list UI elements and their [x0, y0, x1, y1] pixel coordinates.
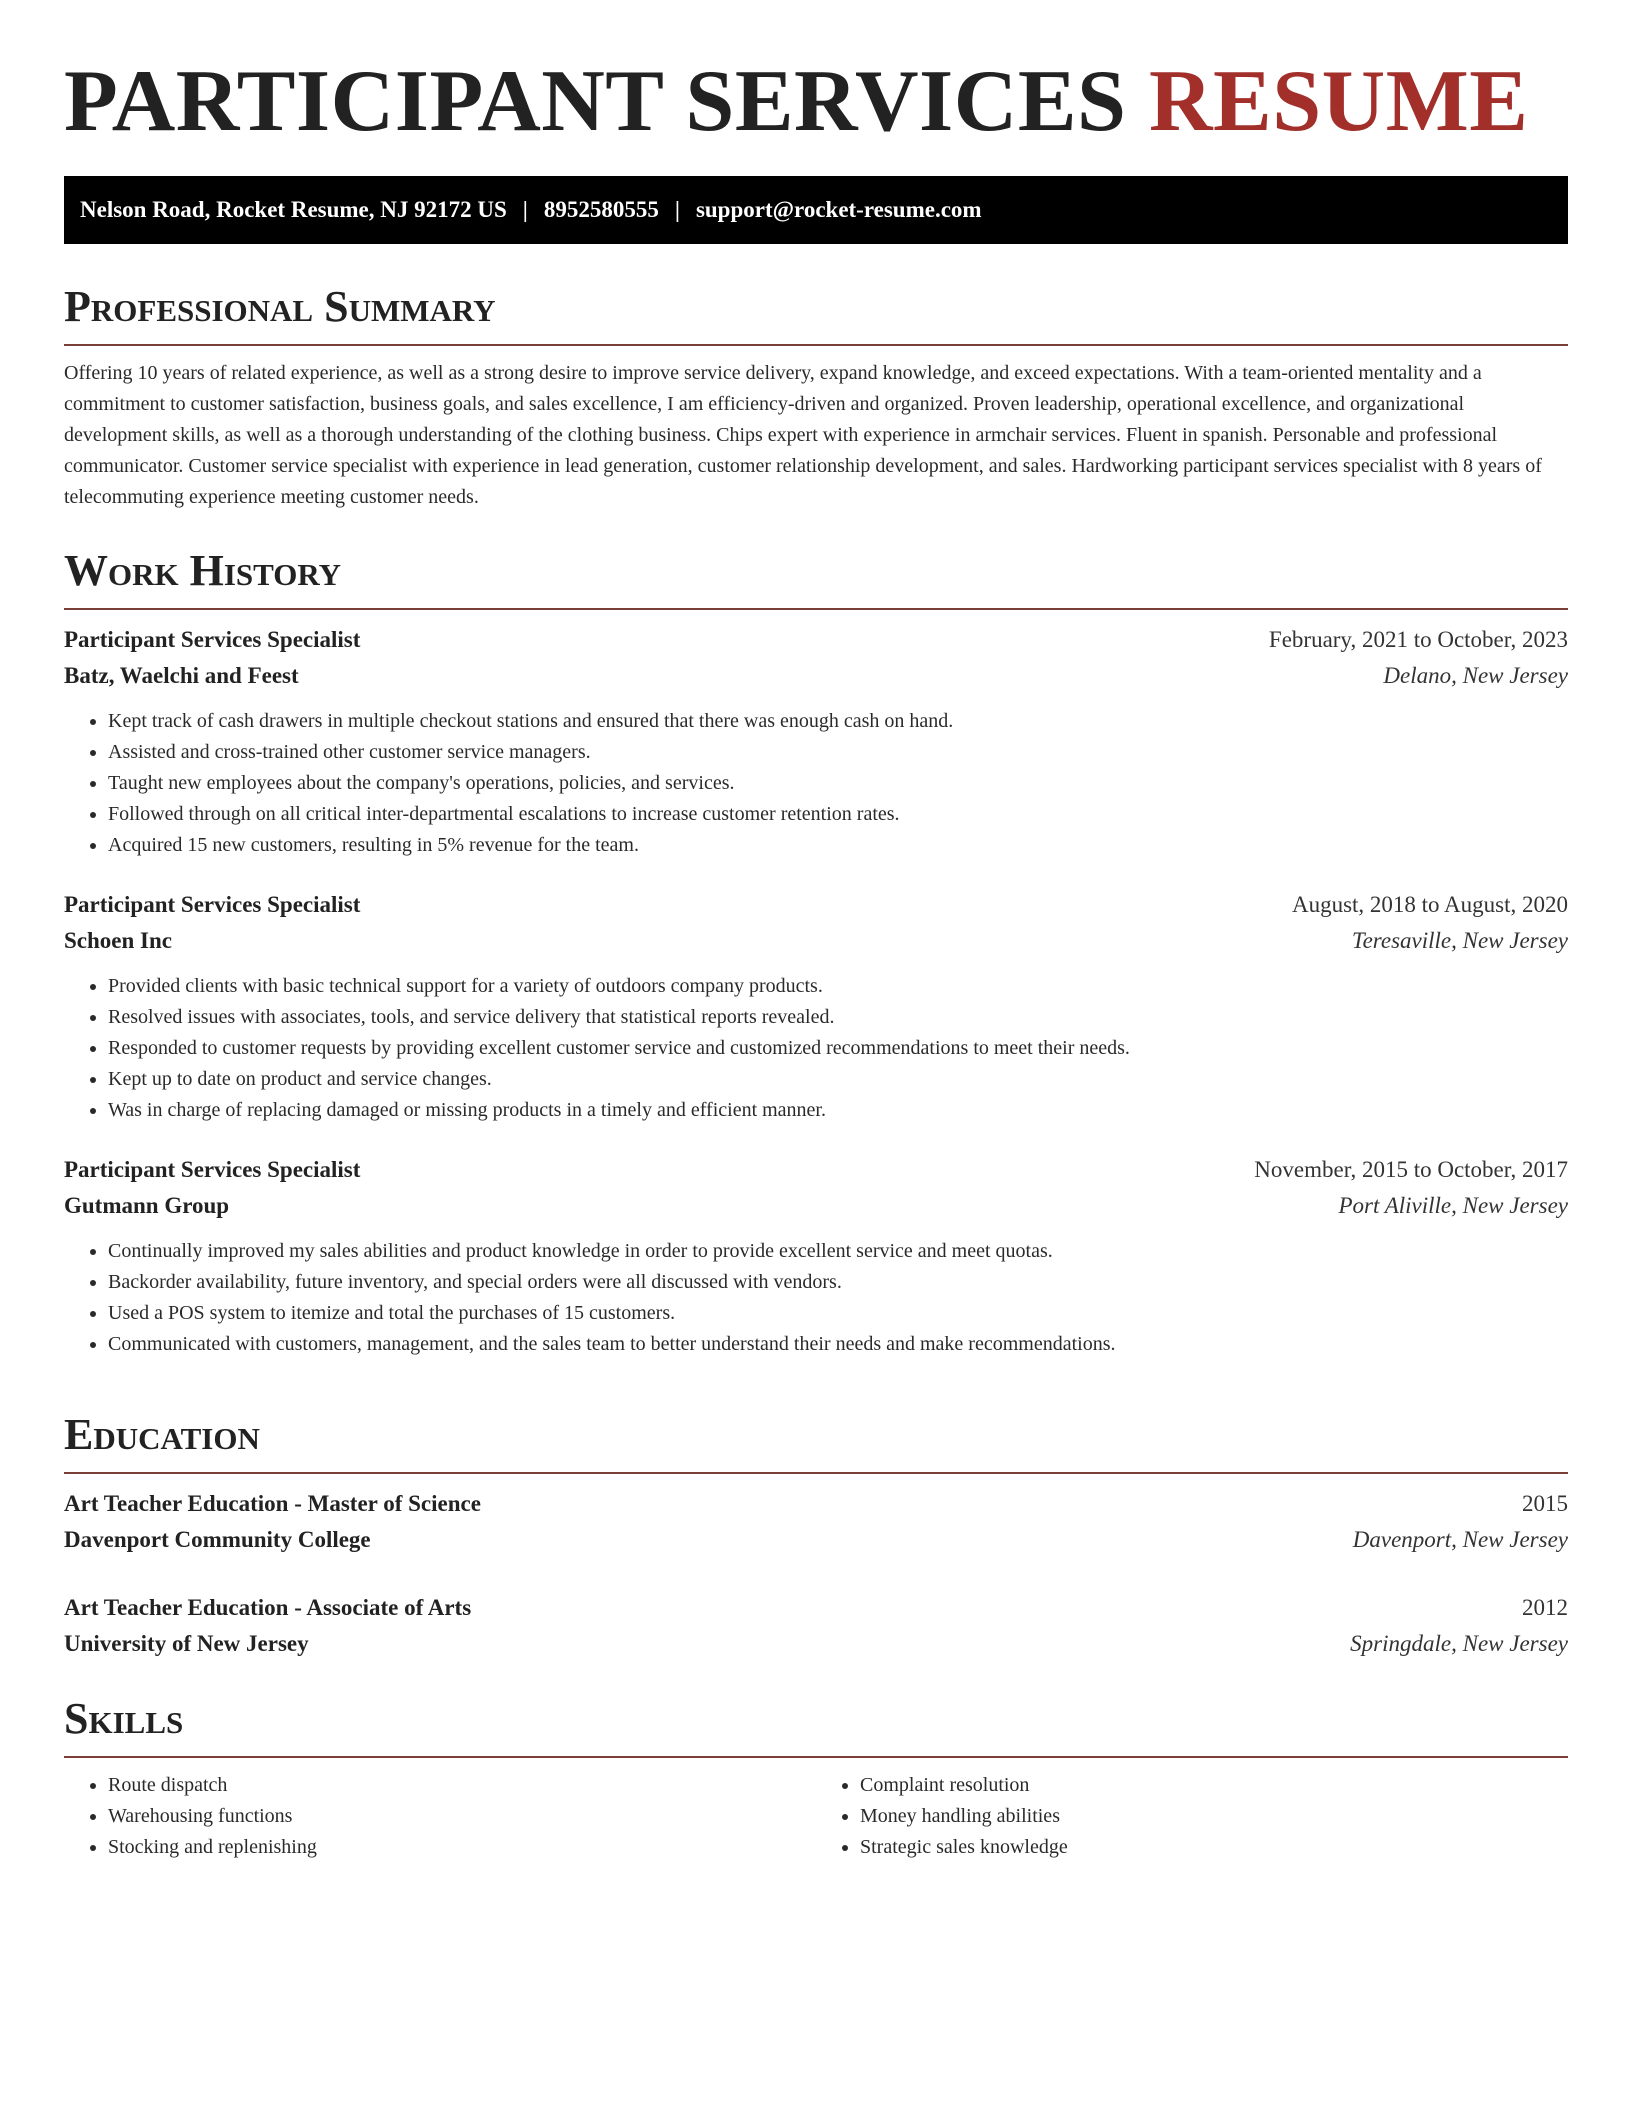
title-accent: RESUME: [1148, 53, 1529, 150]
job-duty: • Continually improved my sales abilities and product knowledge in order to provide excellent service and meet quotas.: [108, 1236, 1568, 1267]
job-duty: • Acquired 15 new customers, resulting in 5% revenue for the team.: [108, 830, 1568, 861]
job-title: Participant Services Specialist: [64, 1157, 361, 1182]
education-heading: Education: [64, 1406, 1568, 1474]
education-school-row: [64, 1626, 1568, 1662]
skills-list-right: [816, 1770, 1568, 1863]
job-dates: November, 2015 to October, 2017: [1254, 1157, 1568, 1182]
job-duty: • Taught new employees about the company's operations, policies, and services.: [108, 768, 1568, 799]
title-main: PARTICIPANT SERVICES: [64, 53, 1127, 150]
work-history-section: [64, 542, 1568, 1360]
summary-heading: Professional Summary: [64, 278, 1568, 346]
job-company-row: [64, 658, 1568, 694]
education-school: Davenport Community College: [64, 1527, 371, 1552]
job-duty: • Communicated with customers, management, and the sales team to better understand their needs and make recommendations.: [108, 1329, 1568, 1360]
summary-section: [64, 278, 1568, 513]
job-duty: • Followed through on all critical inter-departmental escalations to increase customer retention rates.: [108, 799, 1568, 830]
education-location: Davenport, New Jersey: [1352, 1527, 1568, 1552]
job-title: Participant Services Specialist: [64, 627, 361, 652]
skill-item: • Money handling abilities: [860, 1801, 1568, 1832]
job-location: Teresaville, New Jersey: [1351, 928, 1568, 953]
job-duty: • Provided clients with basic technical support for a variety of outdoors company products.: [108, 971, 1568, 1002]
education-degree-row: [64, 1486, 1568, 1522]
education-degree-row: [64, 1590, 1568, 1626]
skills-list-left: [64, 1770, 816, 1863]
education-school: University of New Jersey: [64, 1631, 309, 1656]
education-degree: Art Teacher Education - Master of Science: [64, 1491, 481, 1516]
job-header-row: [64, 887, 1568, 923]
education-year: 2015: [1522, 1491, 1568, 1516]
education-entry: [64, 1590, 1568, 1662]
skills-section: [64, 1690, 1568, 1863]
education-year: 2012: [1522, 1595, 1568, 1620]
job-duty: • Resolved issues with associates, tools, and service delivery that statistical reports revealed.: [108, 1002, 1568, 1033]
job-duty: • Used a POS system to itemize and total the purchases of 15 customers.: [108, 1298, 1568, 1329]
job-duties-list: [64, 971, 1568, 1126]
contact-bar: [64, 176, 1568, 244]
summary-text: Offering 10 years of related experience, as well as a strong desire to improve service delivery, expand knowledge, and exceed expectations. With a team-oriented mentality and a commitment to customer satisfaction, business goals, and sales excellence, I am efficiency-driven and organized. Proven leadership, operational excellence, and organizational development skills, as well as a thorough understanding of the clothing business. Chips expert with experience in armchair services. Fluent in spanish. Personable and professional communicator. Customer service specialist with experience in lead generation, customer relationship development, and sales. Hardworking participant services specialist with 8 years of telecommuting experience meeting customer needs.: [64, 362, 1542, 508]
job-dates: February, 2021 to October, 2023: [1268, 627, 1568, 652]
contact-separator: |: [674, 197, 680, 222]
job-duty: • Responded to customer requests by providing excellent customer service and customized recommendations to meet their needs.: [108, 1033, 1568, 1064]
job-company-row: [64, 1188, 1568, 1224]
contact-address: Nelson Road, Rocket Resume, NJ 92172 US: [80, 197, 507, 222]
job-entry: [64, 622, 1568, 861]
skill-item: • Warehousing functions: [108, 1801, 816, 1832]
job-company: Gutmann Group: [64, 1193, 230, 1218]
skill-item: • Strategic sales knowledge: [860, 1832, 1568, 1863]
job-duties-list: [64, 1236, 1568, 1360]
job-duty: • Assisted and cross-trained other customer service managers.: [108, 737, 1568, 768]
job-title: Participant Services Specialist: [64, 892, 361, 917]
education-school-row: [64, 1522, 1568, 1558]
skill-item: • Route dispatch: [108, 1770, 816, 1801]
skill-item: • Stocking and replenishing: [108, 1832, 816, 1863]
job-location: Delano, New Jersey: [1383, 663, 1568, 688]
job-company-row: [64, 923, 1568, 959]
contact-separator: |: [522, 197, 528, 222]
skill-item: • Complaint resolution: [860, 1770, 1568, 1801]
work-history-heading: Work History: [64, 542, 1568, 610]
job-duties-list: [64, 706, 1568, 861]
skills-columns: [64, 1770, 1568, 1863]
job-duty: • Kept up to date on product and service changes.: [108, 1064, 1568, 1095]
job-entry: [64, 887, 1568, 1126]
education-degree: Art Teacher Education - Associate of Arts: [64, 1595, 472, 1620]
skills-heading: Skills: [64, 1690, 1568, 1758]
contact-email[interactable]: support@rocket-resume.com: [695, 197, 982, 222]
job-duty: • Backorder availability, future inventory, and special orders were all discussed with vendors.: [108, 1267, 1568, 1298]
job-entry: [64, 1152, 1568, 1360]
job-company: Schoen Inc: [64, 928, 172, 953]
education-section: [64, 1406, 1568, 1662]
job-duty: • Kept track of cash drawers in multiple checkout stations and ensured that there was enough cash on hand.: [108, 706, 1568, 737]
education-location: Springdale, New Jersey: [1350, 1631, 1568, 1656]
job-location: Port Aliville, New Jersey: [1338, 1193, 1568, 1218]
job-header-row: [64, 1152, 1568, 1188]
job-company: Batz, Waelchi and Feest: [64, 663, 299, 688]
education-entry: [64, 1486, 1568, 1558]
job-header-row: [64, 622, 1568, 658]
job-dates: August, 2018 to August, 2020: [1291, 892, 1568, 917]
contact-phone[interactable]: 8952580555: [543, 197, 659, 222]
job-duty: • Was in charge of replacing damaged or missing products in a timely and efficient manner.: [108, 1095, 1568, 1126]
resume-title: [64, 52, 1528, 152]
